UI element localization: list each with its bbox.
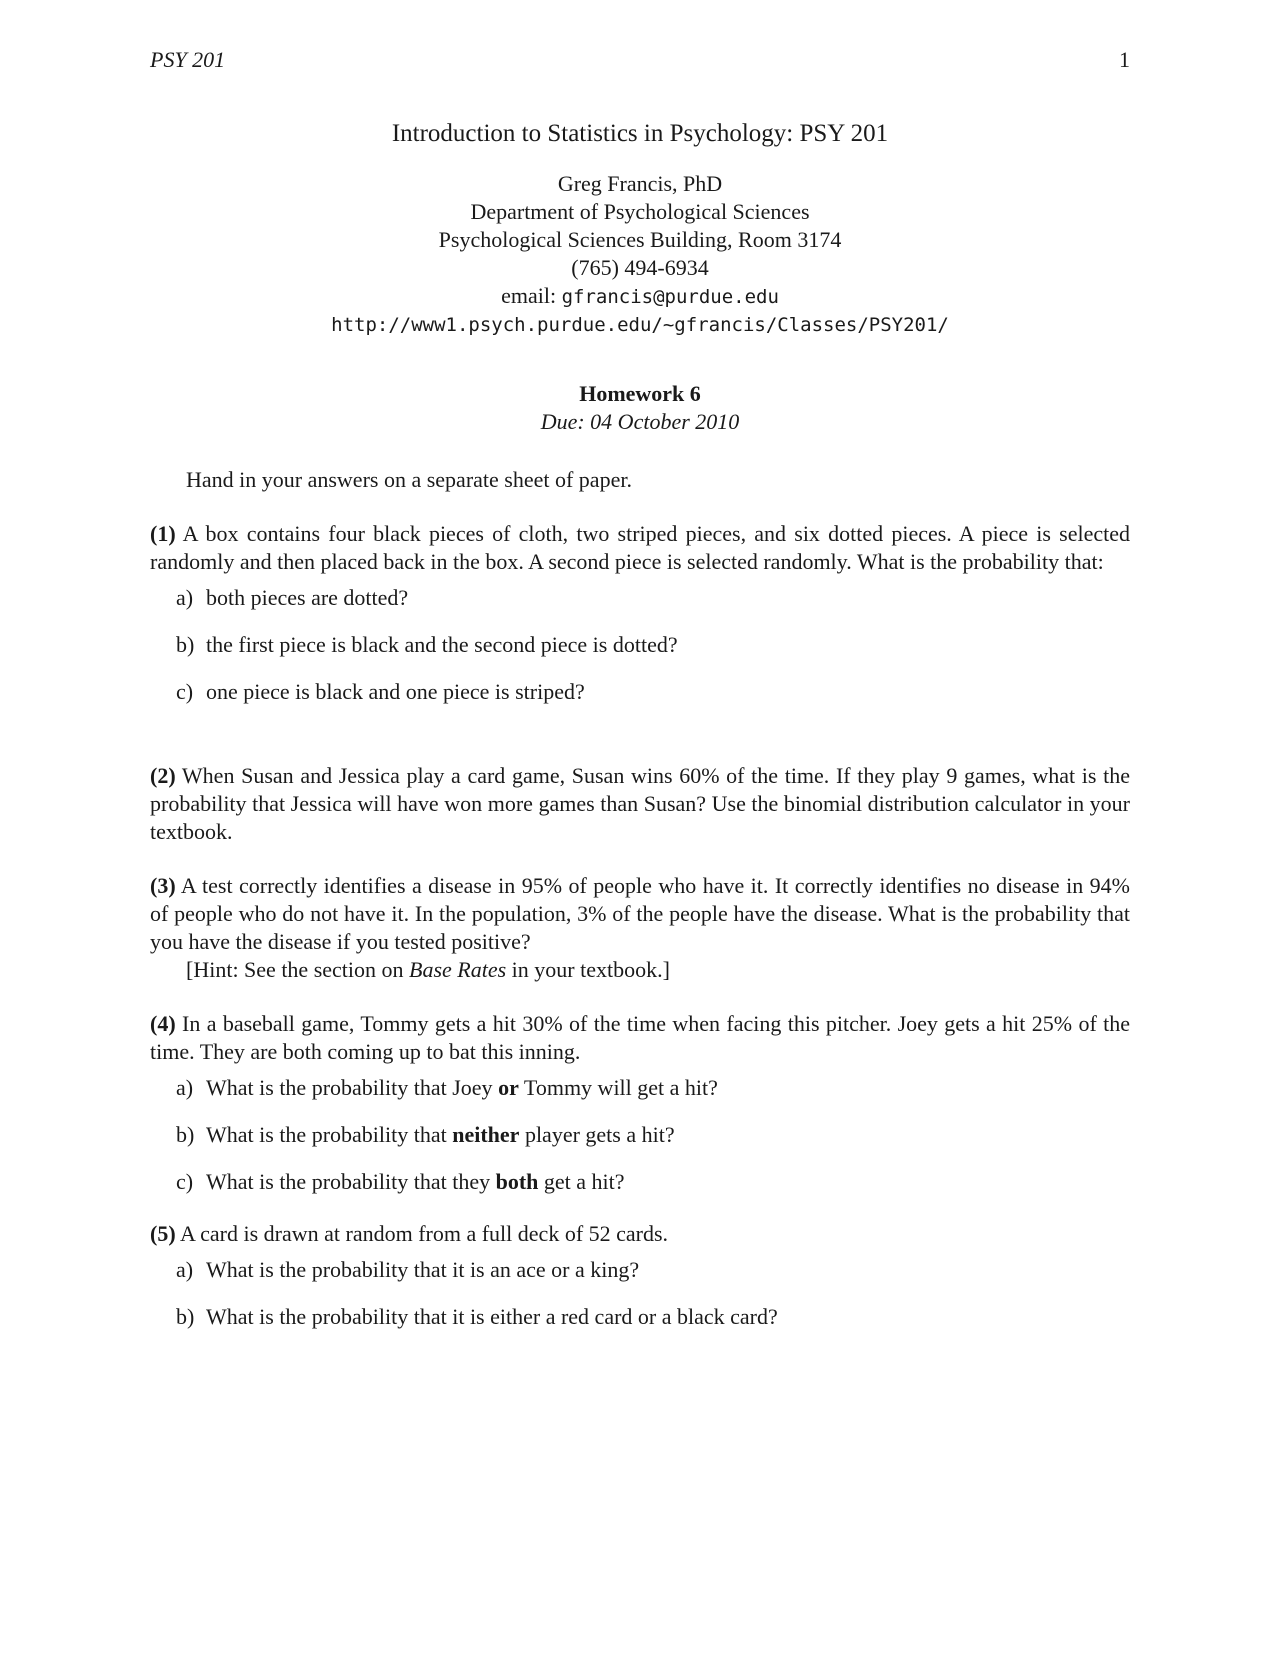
homework-title: Homework 6 [579,381,701,406]
hint-suffix: in your textbook.] [506,957,670,982]
phone-number: (765) 494-6934 [571,255,709,280]
office-location: Psychological Sciences Building, Room 3174 [438,227,842,252]
sub-question-list [150,1256,1130,1331]
sub-question-text: player gets a hit? [519,1122,675,1147]
question-2 [150,762,1130,846]
question-number: (2) [150,763,176,788]
question-5 [150,1220,1130,1350]
document-page [150,0,1130,1656]
page-number: 1 [1119,47,1130,72]
question-body: When Susan and Jessica play a card game, Susan wins 60% of the time. If they play 9 games, what is the probability that Jessica will have won more games than Susan? Use the binomial distribution calculator in your textbook. [150,763,1130,844]
sub-question-text: What is the probability that it is an ace or a king? [206,1257,640,1282]
title-block [150,118,1130,339]
sub-question-label: a) [176,1257,194,1282]
sub-question-text: What is the probability that Joey [206,1075,499,1100]
sub-question-list [150,1074,1130,1196]
sub-question-emphasis: both [495,1169,539,1194]
sub-question [150,584,1130,612]
sub-question-text: Tommy will get a hit? [518,1075,718,1100]
sub-question [150,1256,1130,1284]
sub-question [150,1168,1130,1196]
sub-question-label: c) [176,1169,194,1194]
question-text [150,762,1130,846]
hint-emphasis: Base Rates [409,957,507,982]
sub-question-label: b) [176,1304,195,1329]
question-body: A box contains four black pieces of cloth, two striped pieces, and six dotted pieces. A piece is selected randomly and then placed back in the box. A second piece is selected randomly. What is the probability that: [150,521,1130,574]
instruction-text: Hand in your answers on a separate sheet of paper. [186,467,632,492]
question-1 [150,520,1130,725]
sub-question-text: one piece is black and one piece is striped? [206,679,585,704]
sub-question [150,678,1130,706]
question-3 [150,872,1130,984]
question-number: (5) [150,1221,176,1246]
sub-question-emphasis: or [498,1075,519,1100]
question-body: In a baseball game, Tommy gets a hit 30% of the time when facing this pitcher. Joey gets a hit 25% of the time. They are both coming up to bat this inning. [150,1011,1130,1064]
sub-question-label: b) [176,1122,195,1147]
sub-question-label: c) [176,679,194,704]
question-number: (1) [150,521,176,546]
question-text [150,872,1130,956]
sub-question-emphasis: neither [452,1122,520,1147]
sub-question [150,631,1130,659]
sub-question-label: a) [176,1075,194,1100]
sub-question [150,1303,1130,1331]
sub-question-label: b) [176,632,195,657]
question-text [150,520,1130,576]
sub-question-label: a) [176,585,194,610]
question-number: (3) [150,873,176,898]
course-code: PSY 201 [150,47,226,72]
sub-question-text: the first piece is black and the second piece is dotted? [206,632,678,657]
sub-question-list [150,584,1130,706]
course-url[interactable]: http://www1.psych.purdue.edu/~gfrancis/Classes/PSY201/ [331,314,949,336]
instructor-name: Greg Francis, PhD [557,171,723,196]
email-address[interactable]: gfrancis@purdue.edu [561,286,779,308]
question-number: (4) [150,1011,176,1036]
sub-question-text: What is the probability that [206,1122,453,1147]
homework-heading [150,380,1130,436]
due-date: Due: 04 October 2010 [540,409,740,434]
question-text [150,1010,1130,1066]
email-line [150,282,1130,311]
sub-question-text: What is the probability that it is either a red card or a black card? [206,1304,778,1329]
sub-question-text: both pieces are dotted? [206,585,409,610]
sub-question-text: get a hit? [538,1169,625,1194]
department: Department of Psychological Sciences [470,199,810,224]
question-body: A test correctly identifies a disease in 95% of people who have it. It correctly identifies no disease in 94% of people who do not have it. In the population, 3% of the people have the disease. What is the probability that you have the disease if you tested positive? [150,873,1130,954]
sub-question [150,1074,1130,1102]
hint-prefix: [Hint: See the section on [186,957,410,982]
question-body: A card is drawn at random from a full deck of 52 cards. [175,1221,669,1246]
sub-question [150,1121,1130,1149]
question-4 [150,1010,1130,1215]
question-text [150,1220,1130,1248]
document-title: Introduction to Statistics in Psychology: PSY 201 [391,120,889,147]
sub-question-text: What is the probability that they [206,1169,496,1194]
email-label: email: [501,283,562,308]
hint-text [150,956,1130,984]
